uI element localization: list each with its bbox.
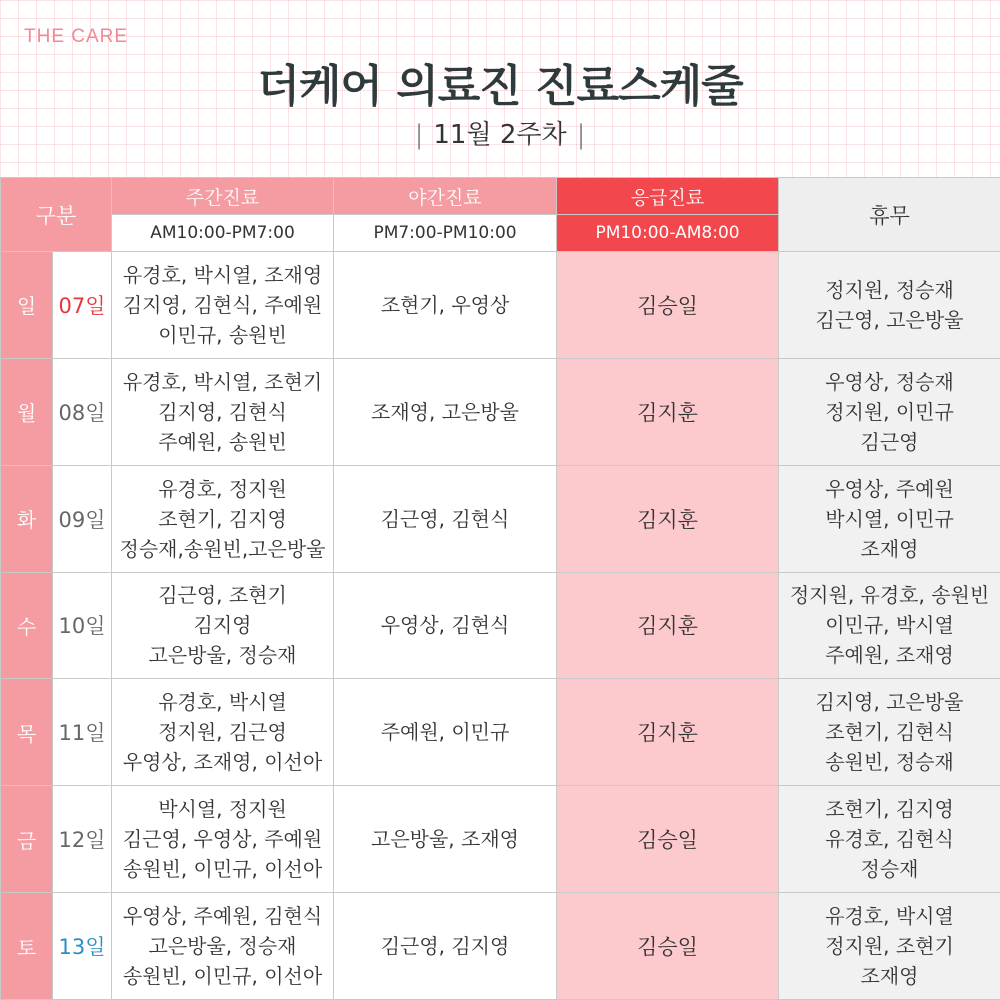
name-line: 박시열, 이민규 [825, 506, 954, 531]
table-row [1, 465, 1000, 572]
name-line: 송원빈, 이민규, 이선아 [122, 857, 323, 882]
day-clinic-cell [112, 572, 334, 679]
name-line: 고은방울, 정승재 [148, 643, 297, 668]
name-line: 조현기, 김지영 [158, 506, 287, 531]
day-clinic-cell [112, 465, 334, 572]
name-line: 우영상, 김현식 [380, 613, 510, 638]
header-day-clinic: 주간진료 [112, 178, 334, 215]
subtitle-bar-left: | [414, 120, 424, 150]
table-row [1, 358, 1000, 465]
name-line: 유경호, 김현식 [825, 827, 954, 852]
weekday-cell: 화 [1, 465, 53, 572]
emergency-clinic-cell: 김승일 [557, 893, 779, 1000]
off-cell [779, 679, 1000, 786]
name-line: 주예원, 송원빈 [158, 429, 287, 454]
night-clinic-cell [334, 465, 557, 572]
table-row [1, 893, 1000, 1000]
name-line: 조재영 [860, 536, 919, 561]
page-title: 더케어 의료진 진료스케줄 [257, 61, 743, 112]
name-line: 유경호, 박시열, 조재영 [122, 262, 323, 287]
name-line: 유경호, 정지원 [158, 476, 287, 501]
name-line: 정승재,송원빈,고은방울 [119, 536, 326, 561]
night-clinic-cell [334, 786, 557, 893]
night-clinic-cell [334, 572, 557, 679]
name-line: 김근영, 조현기 [158, 583, 287, 608]
date-cell: 11일 [53, 679, 112, 786]
night-clinic-cell [334, 358, 557, 465]
off-cell [779, 786, 1000, 893]
emergency-clinic-cell: 김승일 [557, 786, 779, 893]
off-cell [779, 572, 1000, 679]
header-row [1, 178, 1000, 215]
date-cell: 08일 [53, 358, 112, 465]
schedule-table [0, 177, 1000, 1000]
date-cell: 09일 [53, 465, 112, 572]
name-line: 이민규, 송원빈 [158, 322, 287, 347]
week-label: 11월 2주차 [433, 120, 567, 150]
day-clinic-cell [112, 893, 334, 1000]
name-line: 정지원, 이민규 [825, 399, 954, 424]
name-line: 송원빈, 이민규, 이선아 [122, 964, 323, 989]
off-cell [779, 465, 1000, 572]
name-line: 고은방울, 정승재 [148, 934, 297, 959]
night-clinic-cell [334, 252, 557, 359]
name-line: 우영상, 주예원 [825, 476, 954, 501]
name-line: 정지원, 조현기 [825, 934, 954, 959]
name-line: 정지원, 유경호, 송원빈 [789, 583, 990, 608]
table-row [1, 679, 1000, 786]
day-clinic-cell [112, 679, 334, 786]
day-clinic-cell [112, 252, 334, 359]
night-clinic-hours: PM7:00-PM10:00 [334, 215, 557, 252]
header-off: 휴무 [779, 178, 1000, 252]
name-line: 김지영, 고은방울 [815, 690, 964, 715]
brand-logo-text: THE CARE [24, 26, 129, 47]
weekday-cell: 금 [1, 786, 53, 893]
name-line: 김지영, 김현식, 주예원 [122, 292, 323, 317]
name-line: 우영상, 정승재 [825, 369, 954, 394]
emergency-clinic-cell: 김지훈 [557, 572, 779, 679]
weekday-cell: 수 [1, 572, 53, 679]
name-line: 정지원, 정승재 [825, 277, 954, 302]
header-emergency-clinic: 응급진료 [557, 178, 779, 215]
emergency-clinic-cell: 김승일 [557, 252, 779, 359]
emergency-clinic-hours: PM10:00-AM8:00 [557, 215, 779, 252]
name-line: 조현기, 우영상 [380, 292, 510, 317]
date-cell: 13일 [53, 893, 112, 1000]
emergency-clinic-cell: 김지훈 [557, 465, 779, 572]
name-line: 김근영, 고은방울 [815, 307, 964, 332]
name-line: 정지원, 김근영 [158, 720, 287, 745]
off-cell [779, 358, 1000, 465]
name-line: 주예원, 이민규 [380, 720, 510, 745]
date-cell: 10일 [53, 572, 112, 679]
name-line: 김근영, 우영상, 주예원 [122, 827, 323, 852]
name-line: 유경호, 박시열 [825, 904, 954, 929]
night-clinic-cell [334, 679, 557, 786]
emergency-clinic-cell: 김지훈 [557, 358, 779, 465]
off-cell [779, 893, 1000, 1000]
name-line: 유경호, 박시열, 조현기 [122, 369, 323, 394]
name-line: 김지영 [193, 613, 252, 638]
name-line: 조재영 [860, 964, 919, 989]
name-line: 조현기, 김현식 [825, 720, 954, 745]
night-clinic-cell [334, 893, 557, 1000]
name-line: 이민규, 박시열 [825, 613, 954, 638]
name-line: 김근영, 김지영 [380, 934, 510, 959]
name-line: 우영상, 조재영, 이선아 [122, 750, 323, 775]
weekday-cell: 목 [1, 679, 53, 786]
weekday-cell: 월 [1, 358, 53, 465]
day-clinic-hours: AM10:00-PM7:00 [112, 215, 334, 252]
header-night-clinic: 야간진료 [334, 178, 557, 215]
weekday-cell: 일 [1, 252, 53, 359]
table-row [1, 786, 1000, 893]
table-row [1, 252, 1000, 359]
off-cell [779, 252, 1000, 359]
name-line: 김지영, 김현식 [158, 399, 287, 424]
name-line: 우영상, 주예원, 김현식 [122, 904, 323, 929]
date-cell: 07일 [53, 252, 112, 359]
name-line: 고은방울, 조재영 [371, 827, 519, 852]
name-line: 송원빈, 정승재 [825, 750, 954, 775]
table-row [1, 572, 1000, 679]
name-line: 조재영, 고은방울 [371, 399, 519, 424]
subtitle-bar-right: | [576, 120, 586, 150]
name-line: 정승재 [860, 857, 919, 882]
day-clinic-cell [112, 358, 334, 465]
name-line: 김근영 [860, 429, 919, 454]
emergency-clinic-cell: 김지훈 [557, 679, 779, 786]
weekday-cell: 토 [1, 893, 53, 1000]
name-line: 유경호, 박시열 [158, 690, 287, 715]
date-cell: 12일 [53, 786, 112, 893]
name-line: 김근영, 김현식 [380, 506, 510, 531]
name-line: 조현기, 김지영 [825, 797, 954, 822]
page-subtitle [0, 114, 1000, 151]
name-line: 박시열, 정지원 [158, 797, 287, 822]
header-gubun: 구분 [1, 178, 112, 252]
day-clinic-cell [112, 786, 334, 893]
name-line: 주예원, 조재영 [825, 643, 954, 668]
